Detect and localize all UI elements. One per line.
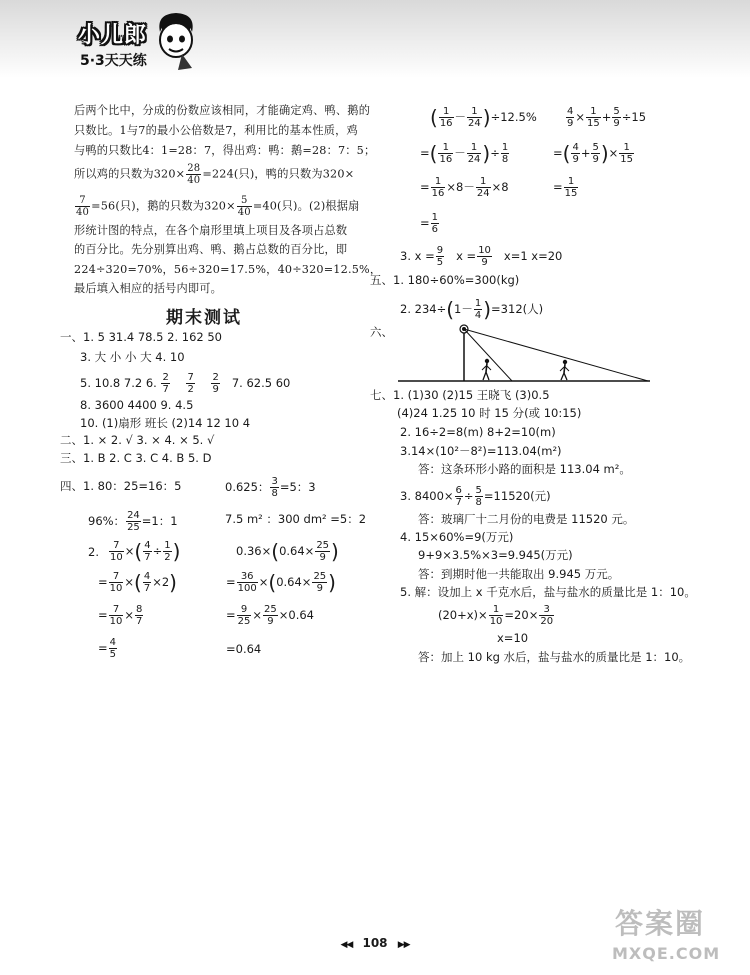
calc-r2-c: = $\frac{1}{15}$ [553, 176, 578, 199]
para-line-7: 的百分比。先分别算出鸡、鸭、鹅占总数的百分比，即 [74, 243, 348, 256]
q4-1a: 四、1. 80：25=16：5 [60, 479, 182, 493]
q4-2-label: 2. [88, 545, 99, 559]
q6-label: 六、 [370, 325, 393, 339]
q7-line-3: 2. 16÷2=8(m) 8+2=10(m) [400, 425, 556, 439]
fraction-5-40: $\frac{5}{40}$ [237, 195, 251, 218]
fraction-28-40: $\frac{28}{40}$ [187, 163, 201, 186]
calc-r1-c: = $\frac{1}{16}$ ×8－ $\frac{1}{24}$ ×8 [420, 176, 509, 199]
q2-answers: 二、1. × 2. √ 3. × 4. × 5. √ [60, 433, 215, 447]
q7-line-8: 4. 15×60%=9(万元) [400, 530, 514, 544]
para-line-2: 只数比。1与7的最小公倍数是7，利用比的基本性质，鸡 [74, 124, 358, 137]
para-line-9: 最后填入相应的括号内即可。 [74, 282, 223, 295]
q4-1b: 0.625： $\frac{3}{8}$ =5：3 [225, 476, 316, 499]
q3-answers: 三、1. B 2. C 3. C 4. B 5. D [60, 451, 212, 465]
equation-row: 3. x = $\frac{9}{5}$ x = $\frac{10}{9}$ x=1 x=20 [400, 245, 563, 268]
next-arrows-icon: ▶▶ [397, 940, 410, 950]
q1-row-1: 一、1. 5 31.4 78.5 2. 162 50 [60, 330, 222, 344]
shadow-diagram [398, 320, 653, 385]
q7-line-9: 9+9×3.5%×3=9.945(万元) [418, 548, 573, 562]
calc-left-1: $\frac{7}{10}$ ×( $\frac{4}{7}$ ÷ $\frac{1}{2}$ ) [110, 539, 181, 564]
q7-line-2: (4)24 1.25 10 时 15 分(或 10:15) [397, 406, 582, 420]
q7-line-6: 3. 8400× $\frac{6}{7}$ ÷ $\frac{5}{8}$ =11520(元) [400, 485, 551, 508]
q1-row-5: 10. (1)扇形 班长 (2)14 12 10 4 [80, 416, 251, 430]
q7-line-10: 答：到期时他一共能取出 9.945 万元。 [418, 567, 620, 581]
q7-line-14: 答：加上 10 kg 水后，盐与盐水的质量比是 1：10。 [418, 650, 691, 664]
q7-line-5: 答：这条环形小路的面积是 113.04 m²。 [418, 462, 631, 476]
section-title: 期末测试 [166, 308, 242, 328]
prev-arrows-icon: ◀◀ [340, 940, 353, 950]
para-line-1: 后两个比中，分成的份数应该相同，才能确定鸡、鸭、鹅的 [74, 104, 371, 117]
calc-left-3: = $\frac{7}{10}$ × $\frac{8}{7}$ [98, 604, 143, 627]
para-text: =224(只)，鸭的只数为320× [202, 167, 355, 181]
calc-r1-d: = $\frac{1}{6}$ [420, 212, 439, 235]
para-line-8: 224÷320=70%，56÷320=17.5%，40÷320=12.5%， [74, 263, 382, 276]
calc-mid-1: 0.36×(0.64× $\frac{25}{9}$ ) [236, 539, 339, 564]
q7-line-12: (20+x)× $\frac{1}{10}$ =20× $\frac{3}{20}$ [438, 604, 554, 627]
cartoon-boy-icon [152, 10, 200, 72]
calc-mid-3: = $\frac{9}{25}$ × $\frac{25}{9}$ ×0.64 [226, 604, 314, 627]
para-line-3: 与鸭的只数比4：1=28：7，得出鸡：鸭：鹅=28：7：5； [74, 144, 376, 157]
calc-r2-b: =( $\frac{4}{9}$ + $\frac{5}{9}$ )× $\frac{1}{15}$ [553, 141, 634, 166]
q1-row-3: 5. 10.8 7.2 6. $\frac{2}{7}$ $\frac{7}{2}$ $\frac{2}{9}$ 7. 62.5 60 [80, 372, 291, 395]
para-text: 所以鸡的只数为320× [74, 167, 186, 181]
q7-line-1: 七、1. (1)30 (2)15 王晓飞 (3)0.5 [370, 388, 550, 402]
q5-1: 五、1. 180÷60%=300(kg) [370, 273, 520, 287]
q1-row-2: 3. 大 小 小 大 4. 10 [80, 350, 185, 364]
q7-line-11: 5. 解：设加上 x 千克水后，盐与盐水的质量比是 1：10。 [400, 585, 696, 599]
q4-1c: 96%： $\frac{24}{25}$ =1：1 [88, 510, 178, 533]
q7-line-7: 答：玻璃厂十二月份的电费是 11520 元。 [418, 512, 635, 526]
para-line-4 [74, 163, 354, 186]
calc-r2-a: $\frac{4}{9}$ × $\frac{1}{15}$ + $\frac{5}{9}$ ÷15 [567, 106, 647, 129]
q7-line-13: x=10 [497, 631, 529, 645]
fraction-7-40: $\frac{7}{40}$ [76, 195, 90, 218]
logo-subtitle: 5·3天天练 [80, 53, 147, 69]
page-number: 108 [362, 936, 388, 950]
calc-left-2: = $\frac{7}{10}$ ×( $\frac{4}{7}$ ×2) [98, 570, 177, 595]
calc-left-4: = $\frac{4}{5}$ [98, 637, 117, 660]
watermark-url: MXQE.COM [612, 944, 721, 963]
watermark-title: 答案圈 [615, 907, 706, 940]
calc-r1-b: =( $\frac{1}{16}$ － $\frac{1}{24}$ )÷ $\frac{1}{8}$ [420, 141, 509, 166]
calc-mid-4: =0.64 [226, 642, 262, 656]
q7-line-4: 3.14×(10²－8²)=113.04(m²) [400, 444, 562, 458]
logo-title: 小儿郎 [78, 23, 148, 48]
para-line-5: $\frac{7}{40}$ =56(只)，鹅的只数为320× $\frac{5}{40}$ =40(只)。(2)根据扇 [76, 195, 360, 218]
para-line-6: 形统计图的特点，在各个扇形里填上项目及各项占总数 [74, 224, 348, 237]
q5-2: 2. 234÷(1－ $\frac{1}{4}$ )=312(人) [400, 297, 544, 322]
brand-logo [74, 10, 199, 76]
q4-1d: 7.5 m² ：300 dm² =5：2 [225, 512, 367, 526]
calc-r1-a: ( $\frac{1}{16}$ － $\frac{1}{24}$ )÷12.5% [430, 105, 537, 130]
calc-mid-2: = $\frac{36}{100}$ ×(0.64× $\frac{25}{9}$ ) [226, 570, 336, 595]
q1-row-4: 8. 3600 4400 9. 4.5 [80, 398, 194, 412]
